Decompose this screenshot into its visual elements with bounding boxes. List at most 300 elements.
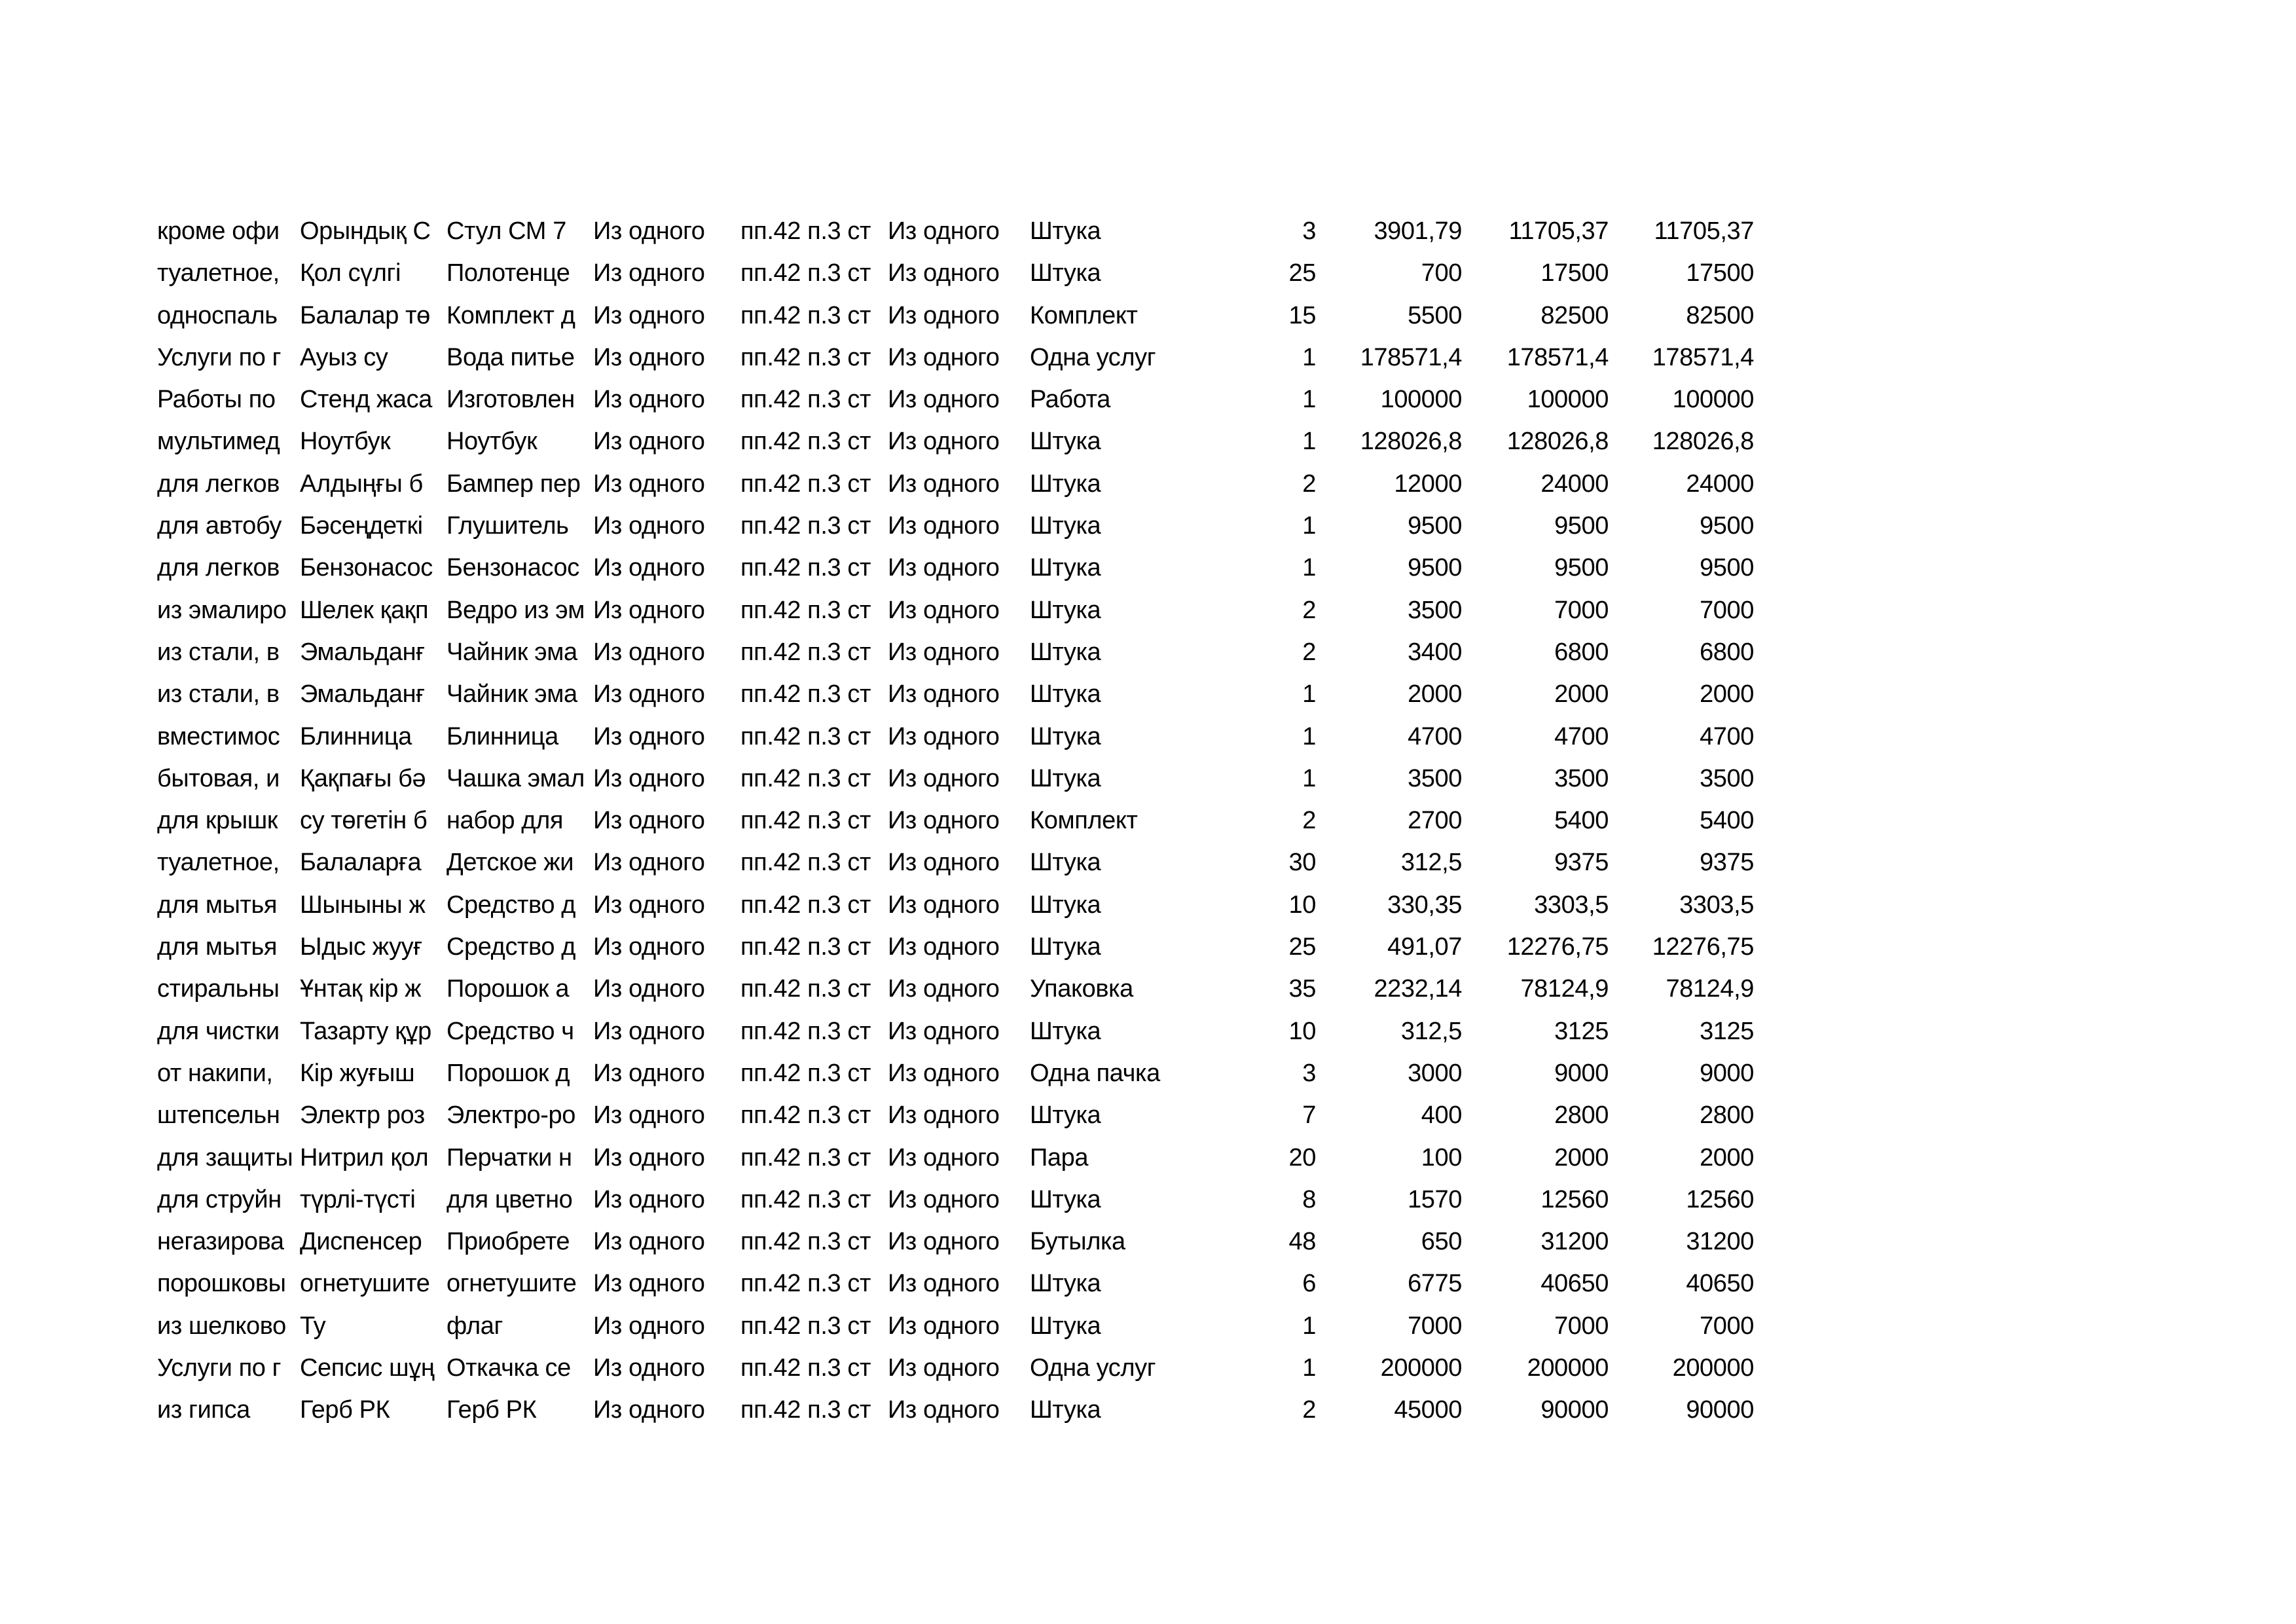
- cell-procurement-method-basis: Из одного: [888, 470, 1000, 498]
- cell-total-sum-approved: 9500: [1700, 512, 1754, 540]
- cell-procurement-method-basis: Из одного: [888, 1396, 1000, 1424]
- cell-law-reference: пп.42 п.3 ст: [740, 1017, 871, 1045]
- cell-procurement-method-basis: Из одного: [888, 891, 1000, 919]
- cell-procurement-method-basis: Из одного: [888, 512, 1000, 540]
- cell-description-fragment: из стали, в: [157, 680, 280, 709]
- cell-unit-of-measure: Штука: [1030, 554, 1101, 582]
- cell-item-name-kazakh: огнетушите: [300, 1270, 430, 1298]
- cell-procurement-method-basis: Из одного: [888, 975, 1000, 1003]
- cell-quantity: 1: [1302, 764, 1316, 792]
- cell-item-name-kazakh: Нитрил қол: [300, 1143, 429, 1172]
- cell-item-name-kazakh: Кір жуғыш: [300, 1059, 415, 1087]
- cell-total-sum: 12276,75: [1506, 933, 1609, 961]
- table-row: [0, 252, 2296, 294]
- cell-unit-price: 2700: [1408, 807, 1462, 835]
- table-row: [0, 1094, 2296, 1136]
- cell-total-sum: 11705,37: [1508, 217, 1609, 245]
- cell-procurement-method: Из одного: [593, 1354, 705, 1382]
- cell-unit-of-measure: Штука: [1030, 1101, 1101, 1130]
- table-row: [0, 841, 2296, 883]
- cell-law-reference: пп.42 п.3 ст: [740, 1143, 871, 1172]
- cell-procurement-method: Из одного: [593, 1059, 705, 1087]
- cell-item-name-russian: Блинница: [446, 722, 558, 750]
- cell-total-sum: 9375: [1554, 849, 1609, 877]
- cell-unit-price: 4700: [1408, 722, 1462, 750]
- cell-item-name-kazakh: Тазарту құр: [300, 1017, 431, 1045]
- cell-procurement-method: Из одного: [593, 217, 705, 245]
- cell-law-reference: пп.42 п.3 ст: [740, 470, 871, 498]
- cell-unit-of-measure: Комплект: [1030, 301, 1138, 329]
- cell-procurement-method-basis: Из одного: [888, 680, 1000, 709]
- table-row: [0, 547, 2296, 589]
- cell-unit-price: 128026,8: [1360, 428, 1462, 456]
- cell-quantity: 2: [1302, 596, 1316, 624]
- cell-item-name-russian: Ведро из эм: [446, 596, 585, 624]
- cell-total-sum: 9000: [1554, 1059, 1609, 1087]
- cell-procurement-method-basis: Из одного: [888, 807, 1000, 835]
- cell-law-reference: пп.42 п.3 ст: [740, 722, 871, 750]
- cell-description-fragment: Работы по: [157, 386, 276, 414]
- cell-unit-of-measure: Штука: [1030, 764, 1101, 792]
- table-row: [0, 463, 2296, 505]
- cell-item-name-russian: Приобрете: [446, 1228, 570, 1256]
- cell-unit-price: 6775: [1408, 1270, 1462, 1298]
- cell-unit-of-measure: Штука: [1030, 638, 1101, 666]
- cell-procurement-method-basis: Из одного: [888, 596, 1000, 624]
- table-row: [0, 1221, 2296, 1263]
- cell-total-sum: 3500: [1554, 764, 1609, 792]
- cell-procurement-method: Из одного: [593, 343, 705, 371]
- cell-total-sum: 3303,5: [1534, 891, 1609, 919]
- table-row: [0, 926, 2296, 968]
- cell-unit-price: 3000: [1408, 1059, 1462, 1087]
- cell-total-sum-approved: 9000: [1700, 1059, 1754, 1087]
- cell-law-reference: пп.42 п.3 ст: [740, 596, 871, 624]
- cell-law-reference: пп.42 п.3 ст: [740, 1396, 871, 1424]
- cell-total-sum: 7000: [1554, 596, 1609, 624]
- cell-procurement-method: Из одного: [593, 512, 705, 540]
- table-row: [0, 1052, 2296, 1094]
- cell-quantity: 15: [1288, 301, 1316, 329]
- cell-description-fragment: туалетное,: [157, 849, 280, 877]
- cell-description-fragment: кроме офи: [157, 217, 280, 245]
- cell-quantity: 10: [1288, 891, 1316, 919]
- cell-description-fragment: для легков: [157, 554, 280, 582]
- cell-unit-price: 7000: [1408, 1312, 1462, 1340]
- cell-item-name-russian: набор для: [446, 807, 564, 835]
- cell-total-sum-approved: 40650: [1686, 1270, 1754, 1298]
- cell-total-sum: 6800: [1554, 638, 1609, 666]
- cell-quantity: 1: [1302, 1312, 1316, 1340]
- cell-law-reference: пп.42 п.3 ст: [740, 764, 871, 792]
- cell-unit-price: 1570: [1408, 1185, 1462, 1213]
- cell-total-sum-approved: 3125: [1700, 1017, 1754, 1045]
- cell-quantity: 1: [1302, 680, 1316, 709]
- cell-description-fragment: бытовая, и: [157, 764, 280, 792]
- cell-description-fragment: стиральны: [157, 975, 280, 1003]
- cell-law-reference: пп.42 п.3 ст: [740, 1270, 871, 1298]
- cell-item-name-kazakh: Қақпағы бә: [300, 764, 426, 792]
- cell-unit-of-measure: Пара: [1030, 1143, 1089, 1172]
- table-row: [0, 1137, 2296, 1179]
- cell-total-sum-approved: 90000: [1686, 1396, 1754, 1424]
- cell-procurement-method-basis: Из одного: [888, 1185, 1000, 1213]
- table-row: [0, 505, 2296, 547]
- cell-item-name-russian: Перчатки н: [446, 1143, 572, 1172]
- cell-procurement-method: Из одного: [593, 1101, 705, 1130]
- cell-unit-price: 200000: [1380, 1354, 1462, 1382]
- cell-item-name-kazakh: Шыныны ж: [300, 891, 426, 919]
- cell-item-name-russian: огнетушите: [446, 1270, 577, 1298]
- cell-total-sum: 2000: [1554, 1143, 1609, 1172]
- cell-procurement-method: Из одного: [593, 1312, 705, 1340]
- cell-item-name-kazakh: Электр роз: [300, 1101, 425, 1130]
- cell-unit-price: 9500: [1408, 512, 1462, 540]
- table-row: [0, 589, 2296, 631]
- cell-total-sum-approved: 4700: [1700, 722, 1754, 750]
- cell-total-sum-approved: 9375: [1700, 849, 1754, 877]
- cell-procurement-method-basis: Из одного: [888, 554, 1000, 582]
- cell-law-reference: пп.42 п.3 ст: [740, 217, 871, 245]
- cell-unit-of-measure: Штука: [1030, 217, 1101, 245]
- cell-procurement-method-basis: Из одного: [888, 217, 1000, 245]
- cell-item-name-kazakh: Стенд жаса: [300, 386, 432, 414]
- cell-quantity: 1: [1302, 722, 1316, 750]
- table-row: [0, 210, 2296, 252]
- cell-total-sum: 31200: [1540, 1228, 1609, 1256]
- cell-unit-of-measure: Штука: [1030, 596, 1101, 624]
- table-row: [0, 1389, 2296, 1431]
- cell-total-sum: 12560: [1540, 1185, 1609, 1213]
- cell-total-sum-approved: 3303,5: [1679, 891, 1754, 919]
- cell-description-fragment: для автобу: [157, 512, 282, 540]
- cell-procurement-method-basis: Из одного: [888, 1312, 1000, 1340]
- cell-description-fragment: вместимос: [157, 722, 280, 750]
- cell-item-name-russian: Средство д: [446, 933, 576, 961]
- cell-quantity: 1: [1302, 343, 1316, 371]
- cell-unit-price: 100: [1421, 1143, 1462, 1172]
- cell-unit-of-measure: Штука: [1030, 722, 1101, 750]
- cell-item-name-kazakh: су төгетін б: [300, 807, 428, 835]
- table-row: [0, 673, 2296, 715]
- cell-total-sum-approved: 82500: [1686, 301, 1754, 329]
- cell-quantity: 1: [1302, 512, 1316, 540]
- cell-quantity: 2: [1302, 470, 1316, 498]
- cell-law-reference: пп.42 п.3 ст: [740, 1312, 871, 1340]
- cell-total-sum: 3125: [1554, 1017, 1609, 1045]
- cell-total-sum: 7000: [1554, 1312, 1609, 1340]
- cell-procurement-method-basis: Из одного: [888, 428, 1000, 456]
- cell-total-sum-approved: 2000: [1700, 680, 1754, 709]
- cell-law-reference: пп.42 п.3 ст: [740, 1185, 871, 1213]
- cell-item-name-kazakh: Ауыз су: [300, 343, 388, 371]
- cell-procurement-method-basis: Из одного: [888, 1101, 1000, 1130]
- cell-description-fragment: штепсельн: [157, 1101, 280, 1130]
- cell-item-name-russian: Бензонасос: [446, 554, 579, 582]
- cell-quantity: 25: [1288, 259, 1316, 287]
- cell-procurement-method: Из одного: [593, 975, 705, 1003]
- cell-unit-of-measure: Одна пачка: [1030, 1059, 1160, 1087]
- cell-total-sum-approved: 12276,75: [1652, 933, 1754, 961]
- cell-unit-of-measure: Упаковка: [1030, 975, 1133, 1003]
- cell-total-sum: 5400: [1554, 807, 1609, 835]
- cell-quantity: 35: [1288, 975, 1316, 1003]
- cell-total-sum: 4700: [1554, 722, 1609, 750]
- cell-description-fragment: от накипи,: [157, 1059, 273, 1087]
- cell-item-name-russian: Изготовлен: [446, 386, 575, 414]
- cell-total-sum: 128026,8: [1506, 428, 1609, 456]
- cell-item-name-russian: Средство д: [446, 891, 576, 919]
- cell-total-sum: 24000: [1540, 470, 1609, 498]
- cell-total-sum: 9500: [1554, 512, 1609, 540]
- cell-unit-of-measure: Бутылка: [1030, 1228, 1125, 1256]
- cell-unit-of-measure: Штука: [1030, 1396, 1101, 1424]
- cell-procurement-method: Из одного: [593, 1017, 705, 1045]
- cell-procurement-method: Из одного: [593, 680, 705, 709]
- table-row: [0, 1347, 2296, 1389]
- cell-item-name-kazakh: Орындық С: [300, 217, 431, 245]
- cell-item-name-kazakh: Балалар тө: [300, 301, 430, 329]
- cell-total-sum: 2800: [1554, 1101, 1609, 1130]
- table-row: [0, 1263, 2296, 1304]
- cell-quantity: 30: [1288, 849, 1316, 877]
- cell-unit-of-measure: Штука: [1030, 849, 1101, 877]
- cell-item-name-russian: Глушитель: [446, 512, 569, 540]
- cell-item-name-kazakh: Блинница: [300, 722, 412, 750]
- cell-unit-of-measure: Штука: [1030, 1270, 1101, 1298]
- cell-procurement-method: Из одного: [593, 1396, 705, 1424]
- cell-item-name-kazakh: Шелек қақп: [300, 596, 429, 624]
- cell-unit-price: 3901,79: [1374, 217, 1462, 245]
- cell-procurement-method-basis: Из одного: [888, 1059, 1000, 1087]
- cell-quantity: 25: [1288, 933, 1316, 961]
- cell-law-reference: пп.42 п.3 ст: [740, 933, 871, 961]
- cell-unit-of-measure: Штука: [1030, 933, 1101, 961]
- cell-total-sum-approved: 2000: [1700, 1143, 1754, 1172]
- cell-description-fragment: Услуги по г: [157, 343, 282, 371]
- table-row: [0, 968, 2296, 1010]
- cell-quantity: 1: [1302, 1354, 1316, 1382]
- cell-description-fragment: для защиты: [157, 1143, 293, 1172]
- cell-total-sum-approved: 12560: [1686, 1185, 1754, 1213]
- cell-quantity: 20: [1288, 1143, 1316, 1172]
- cell-unit-of-measure: Одна услуг: [1030, 343, 1156, 371]
- cell-item-name-russian: Порошок д: [446, 1059, 570, 1087]
- cell-item-name-kazakh: Ту: [300, 1312, 326, 1340]
- cell-item-name-kazakh: түрлі-түсті: [300, 1185, 416, 1213]
- cell-procurement-method: Из одного: [593, 1143, 705, 1172]
- cell-description-fragment: для мытья: [157, 933, 278, 961]
- cell-total-sum: 9500: [1554, 554, 1609, 582]
- cell-law-reference: пп.42 п.3 ст: [740, 386, 871, 414]
- cell-item-name-russian: Вода питье: [446, 343, 575, 371]
- table-row: [0, 1010, 2296, 1052]
- cell-item-name-russian: Чайник эма: [446, 680, 577, 709]
- cell-quantity: 2: [1302, 638, 1316, 666]
- cell-procurement-method-basis: Из одного: [888, 1017, 1000, 1045]
- cell-total-sum: 2000: [1554, 680, 1609, 709]
- cell-unit-price: 700: [1421, 259, 1462, 287]
- cell-quantity: 8: [1302, 1185, 1316, 1213]
- cell-description-fragment: порошковы: [157, 1270, 286, 1298]
- cell-procurement-method: Из одного: [593, 764, 705, 792]
- cell-total-sum-approved: 128026,8: [1652, 428, 1754, 456]
- cell-total-sum: 90000: [1540, 1396, 1609, 1424]
- cell-item-name-kazakh: Эмальданғ: [300, 680, 425, 709]
- cell-item-name-russian: флаг: [446, 1312, 503, 1340]
- cell-description-fragment: для мытья: [157, 891, 278, 919]
- cell-procurement-method: Из одного: [593, 638, 705, 666]
- cell-unit-of-measure: Штука: [1030, 891, 1101, 919]
- cell-total-sum-approved: 31200: [1686, 1228, 1754, 1256]
- cell-quantity: 1: [1302, 554, 1316, 582]
- cell-quantity: 3: [1302, 217, 1316, 245]
- cell-unit-of-measure: Штука: [1030, 428, 1101, 456]
- cell-procurement-method: Из одного: [593, 722, 705, 750]
- cell-unit-price: 330,35: [1387, 891, 1462, 919]
- cell-procurement-method-basis: Из одного: [888, 638, 1000, 666]
- cell-item-name-kazakh: Ноутбук: [300, 428, 391, 456]
- cell-item-name-kazakh: Балаларға: [300, 849, 422, 877]
- cell-description-fragment: из шелково: [157, 1312, 286, 1340]
- cell-unit-of-measure: Штука: [1030, 470, 1101, 498]
- cell-item-name-russian: Чашка эмал: [446, 764, 585, 792]
- cell-procurement-method-basis: Из одного: [888, 1270, 1000, 1298]
- cell-description-fragment: для струйн: [157, 1185, 282, 1213]
- cell-item-name-russian: Полотенце: [446, 259, 570, 287]
- cell-quantity: 6: [1302, 1270, 1316, 1298]
- cell-total-sum-approved: 5400: [1700, 807, 1754, 835]
- cell-quantity: 1: [1302, 386, 1316, 414]
- cell-description-fragment: для легков: [157, 470, 280, 498]
- cell-law-reference: пп.42 п.3 ст: [740, 512, 871, 540]
- cell-description-fragment: односпаль: [157, 301, 278, 329]
- cell-unit-price: 3400: [1408, 638, 1462, 666]
- cell-law-reference: пп.42 п.3 ст: [740, 975, 871, 1003]
- cell-unit-price: 45000: [1394, 1396, 1462, 1424]
- cell-item-name-russian: Электро-ро: [446, 1101, 576, 1130]
- cell-total-sum-approved: 78124,9: [1666, 975, 1754, 1003]
- cell-total-sum-approved: 2800: [1700, 1101, 1754, 1130]
- cell-unit-of-measure: Штука: [1030, 259, 1101, 287]
- cell-procurement-method-basis: Из одного: [888, 259, 1000, 287]
- cell-law-reference: пп.42 п.3 ст: [740, 1101, 871, 1130]
- cell-law-reference: пп.42 п.3 ст: [740, 638, 871, 666]
- cell-procurement-method: Из одного: [593, 386, 705, 414]
- cell-unit-price: 3500: [1408, 764, 1462, 792]
- cell-description-fragment: из стали, в: [157, 638, 280, 666]
- cell-total-sum: 17500: [1540, 259, 1609, 287]
- cell-procurement-method: Из одного: [593, 470, 705, 498]
- cell-procurement-method-basis: Из одного: [888, 343, 1000, 371]
- cell-item-name-kazakh: Диспенсер: [300, 1228, 422, 1256]
- cell-item-name-kazakh: Бәсеңдеткі: [300, 512, 423, 540]
- cell-total-sum: 82500: [1540, 301, 1609, 329]
- cell-total-sum: 200000: [1527, 1354, 1609, 1382]
- cell-procurement-method: Из одного: [593, 1270, 705, 1298]
- table-row: [0, 884, 2296, 926]
- table-row: [0, 1179, 2296, 1221]
- cell-law-reference: пп.42 п.3 ст: [740, 554, 871, 582]
- cell-procurement-method-basis: Из одного: [888, 849, 1000, 877]
- cell-item-name-russian: Средство ч: [446, 1017, 574, 1045]
- cell-total-sum-approved: 178571,4: [1652, 343, 1754, 371]
- cell-law-reference: пп.42 п.3 ст: [740, 343, 871, 371]
- cell-procurement-method-basis: Из одного: [888, 1228, 1000, 1256]
- cell-total-sum-approved: 7000: [1700, 596, 1754, 624]
- cell-law-reference: пп.42 п.3 ст: [740, 1354, 871, 1382]
- cell-total-sum-approved: 24000: [1686, 470, 1754, 498]
- cell-item-name-kazakh: Сепсис шұң: [300, 1354, 435, 1382]
- cell-quantity: 2: [1302, 1396, 1316, 1424]
- cell-description-fragment: негазирова: [157, 1228, 284, 1256]
- cell-total-sum-approved: 17500: [1686, 259, 1754, 287]
- cell-unit-of-measure: Одна услуг: [1030, 1354, 1156, 1382]
- table-row: [0, 295, 2296, 337]
- cell-description-fragment: Услуги по г: [157, 1354, 282, 1382]
- cell-item-name-russian: Чайник эма: [446, 638, 577, 666]
- cell-procurement-method: Из одного: [593, 259, 705, 287]
- cell-unit-of-measure: Штука: [1030, 1185, 1101, 1213]
- cell-total-sum: 40650: [1540, 1270, 1609, 1298]
- cell-quantity: 2: [1302, 807, 1316, 835]
- cell-quantity: 1: [1302, 428, 1316, 456]
- cell-unit-price: 12000: [1394, 470, 1462, 498]
- cell-description-fragment: из гипса: [157, 1396, 250, 1424]
- cell-total-sum-approved: 11705,37: [1654, 217, 1754, 245]
- cell-description-fragment: туалетное,: [157, 259, 280, 287]
- cell-item-name-russian: Герб РК: [446, 1396, 537, 1424]
- cell-item-name-russian: Откачка се: [446, 1354, 571, 1382]
- cell-total-sum: 78124,9: [1520, 975, 1609, 1003]
- cell-unit-price: 178571,4: [1360, 343, 1462, 371]
- cell-procurement-method-basis: Из одного: [888, 1143, 1000, 1172]
- cell-quantity: 48: [1288, 1228, 1316, 1256]
- cell-description-fragment: для чистки: [157, 1017, 280, 1045]
- cell-total-sum: 178571,4: [1506, 343, 1609, 371]
- table-row: [0, 420, 2296, 462]
- cell-law-reference: пп.42 п.3 ст: [740, 428, 871, 456]
- cell-unit-price: 491,07: [1387, 933, 1462, 961]
- cell-law-reference: пп.42 п.3 ст: [740, 259, 871, 287]
- cell-unit-of-measure: Штука: [1030, 512, 1101, 540]
- cell-procurement-method: Из одного: [593, 849, 705, 877]
- cell-item-name-kazakh: Қол сүлгі: [300, 259, 401, 287]
- cell-unit-of-measure: Штука: [1030, 1312, 1101, 1340]
- cell-law-reference: пп.42 п.3 ст: [740, 680, 871, 709]
- cell-unit-of-measure: Штука: [1030, 680, 1101, 709]
- cell-item-name-kazakh: Бензонасос: [300, 554, 433, 582]
- spreadsheet-table: [0, 210, 2296, 1431]
- cell-procurement-method-basis: Из одного: [888, 301, 1000, 329]
- cell-item-name-kazakh: Герб РК: [300, 1396, 390, 1424]
- cell-unit-price: 2000: [1408, 680, 1462, 709]
- cell-item-name-russian: Ноутбук: [446, 428, 538, 456]
- cell-total-sum-approved: 6800: [1700, 638, 1754, 666]
- cell-unit-price: 312,5: [1400, 1017, 1462, 1045]
- cell-procurement-method: Из одного: [593, 1228, 705, 1256]
- cell-item-name-russian: Детское жи: [446, 849, 574, 877]
- table-row: [0, 1305, 2296, 1347]
- cell-quantity: 7: [1302, 1101, 1316, 1130]
- cell-unit-of-measure: Работа: [1030, 386, 1110, 414]
- cell-quantity: 3: [1302, 1059, 1316, 1087]
- cell-description-fragment: для крышк: [157, 807, 278, 835]
- cell-law-reference: пп.42 п.3 ст: [740, 807, 871, 835]
- cell-item-name-russian: Бампер пер: [446, 470, 581, 498]
- cell-procurement-method: Из одного: [593, 301, 705, 329]
- cell-unit-price: 312,5: [1400, 849, 1462, 877]
